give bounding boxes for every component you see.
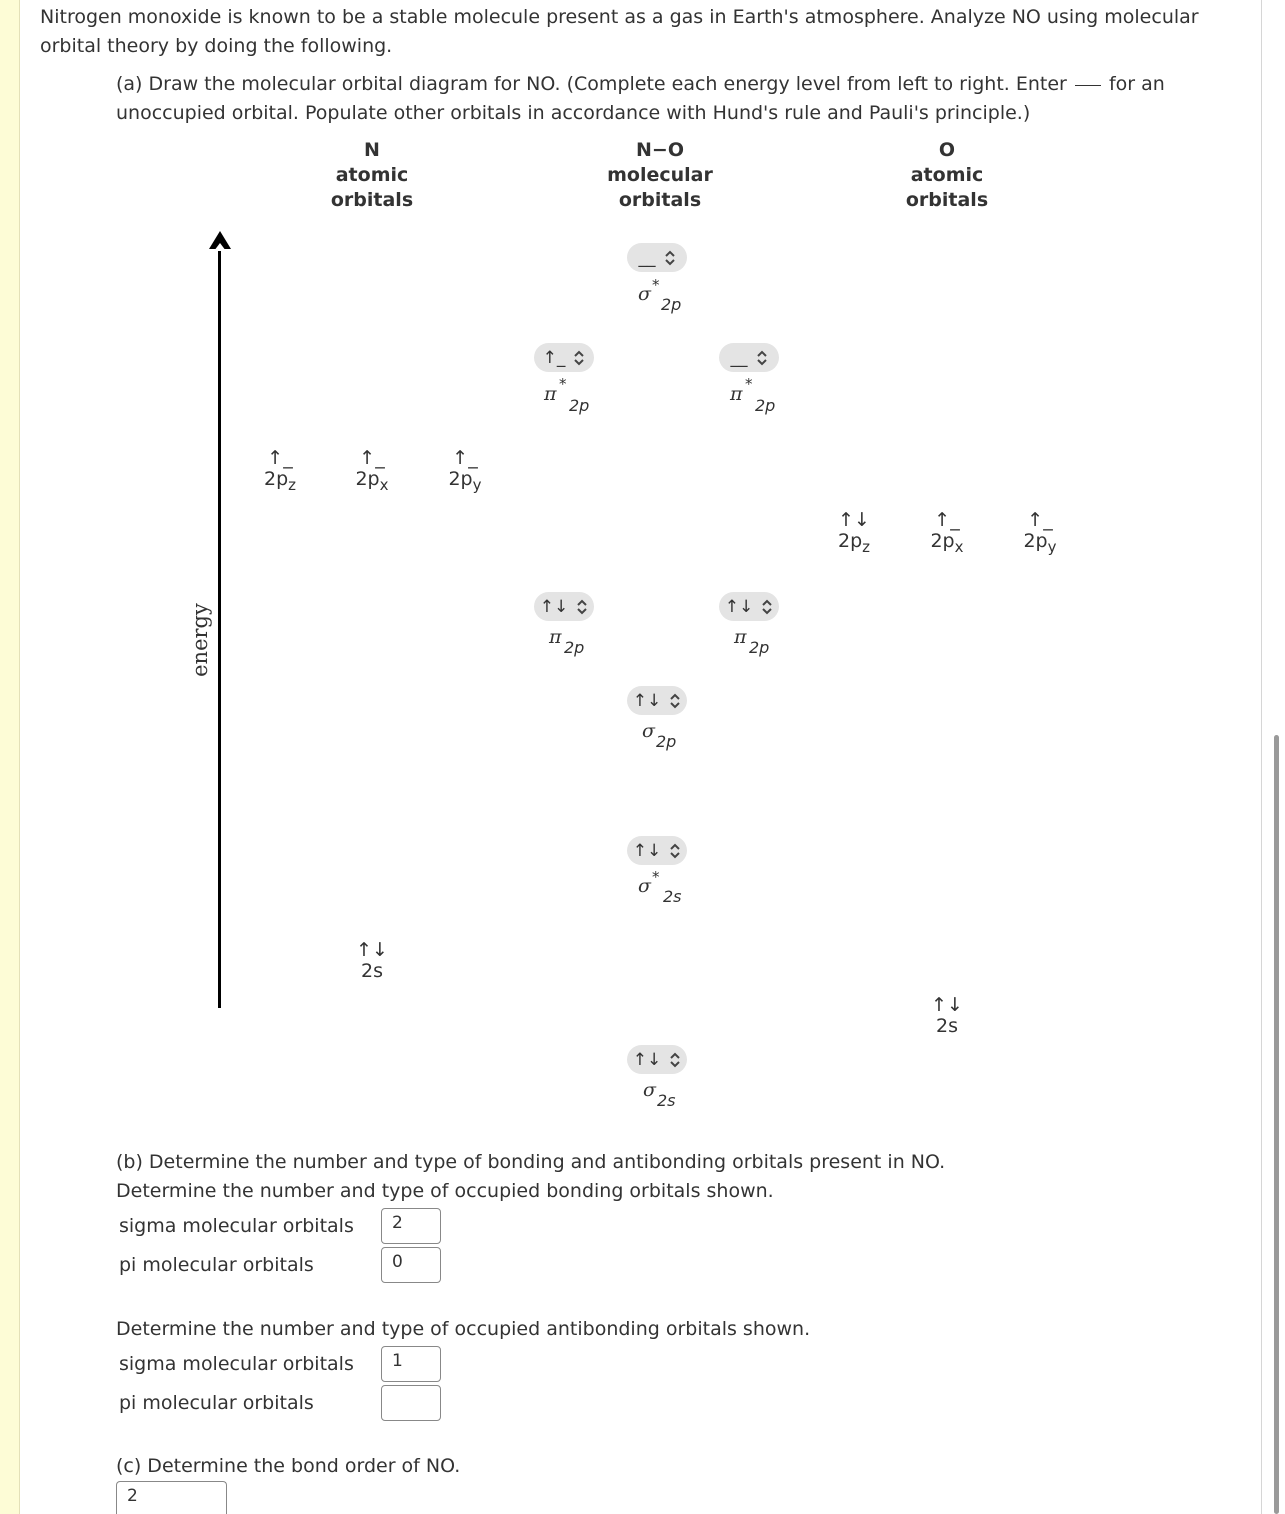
part-c-prompt: (c) Determine the bond order of NO.: [116, 1455, 461, 1477]
chevron-up-down-icon: [669, 843, 681, 859]
sigma-star-2s-star: *: [652, 868, 660, 886]
n-2py-label: 2p: [448, 468, 473, 490]
chevron-up-down-icon: [573, 350, 585, 366]
pi-star-2p-b-star: *: [745, 375, 753, 393]
o-orbital-2px: [919, 510, 975, 558]
o-2pz-electrons: ↑↓: [838, 509, 870, 531]
sigma-star-2p-symbol: σ: [638, 283, 651, 305]
o-2pz-label: 2p: [837, 530, 863, 552]
o-2py-electrons: ↑_: [1027, 509, 1053, 531]
o-header-line3: orbitals: [905, 189, 989, 211]
n-2pz-electrons: ↑_: [267, 447, 293, 469]
o-2py-label: 2p: [1023, 530, 1048, 552]
sigma-star-2s-sub: 2s: [663, 887, 682, 906]
o-2s-label: 2s: [936, 1015, 958, 1037]
o-2px-sub: x: [954, 538, 964, 556]
n-2py-sub: y: [472, 476, 482, 494]
chevron-up-down-icon: [669, 693, 681, 709]
mo-pi-2p-a[interactable]: [534, 592, 594, 621]
sigma-2p-symbol: σ: [642, 720, 655, 742]
n-orbital-2py: [437, 448, 493, 496]
n-header-line2: atomic: [335, 164, 409, 186]
bonding-prompt: Determine the number and type of occupied bonding orbitals shown.: [116, 1180, 774, 1202]
mo-pi-2p-b-value: ↑↓: [724, 596, 754, 617]
o-2pz-sub: z: [862, 538, 871, 556]
o-column-header: [847, 138, 1047, 213]
chevron-up-down-icon: [761, 599, 773, 615]
mo-sigma-2s-select[interactable]: [627, 1045, 687, 1074]
mo-sigma-star-2p[interactable]: [627, 243, 687, 272]
mo-sigma-star-2p-select[interactable]: [627, 243, 687, 272]
n-orbital-2pz: [252, 448, 308, 496]
mo-sigma-2s-value: ↑↓: [632, 1049, 662, 1070]
chevron-up-down-icon: [669, 1052, 681, 1068]
sigma-star-2p-sub: 2p: [661, 295, 682, 314]
antibonding-pi-label: pi molecular orbitals: [119, 1392, 314, 1414]
part-a-text-2: for an unoccupied orbital. Populate other orbitals in accordance with Hund's rule and Pauli's principle.): [116, 73, 1165, 124]
energy-axis-label: energy: [188, 603, 212, 677]
bonding-sigma-label: sigma molecular orbitals: [119, 1215, 354, 1237]
n-2s-electrons: ↑↓: [356, 939, 388, 961]
o-orbital-2s: [919, 995, 975, 1037]
n-header-title: N: [364, 139, 380, 161]
mo-sigma-2p[interactable]: [627, 686, 687, 715]
chevron-up-down-icon: [576, 599, 588, 615]
antibonding-sigma-label: sigma molecular orbitals: [119, 1353, 354, 1375]
mo-sigma-2s[interactable]: [627, 1045, 687, 1074]
sigma-star-2s-symbol: σ: [638, 875, 651, 897]
o-2px-electrons: ↑_: [934, 509, 960, 531]
n-2px-electrons: ↑_: [359, 447, 385, 469]
mo-pi-star-2p-a-select[interactable]: [534, 343, 594, 372]
pi-star-2p-b-sub: 2p: [755, 396, 776, 415]
o-2py-sub: y: [1047, 538, 1057, 556]
no-header-line2: molecular: [607, 164, 713, 186]
sigma-star-2p-star: *: [652, 276, 660, 294]
pi-star-2p-b-symbol: π: [730, 383, 743, 405]
n-2py-electrons: ↑_: [452, 447, 478, 469]
n-2px-label: 2p: [355, 468, 380, 490]
scrollbar-track[interactable]: [1261, 0, 1285, 1514]
mo-sigma-star-2p-value: __: [638, 247, 656, 268]
mo-sigma-2p-select[interactable]: [627, 686, 687, 715]
no-column-header: [560, 138, 760, 213]
n-orbital-2s: [344, 940, 400, 982]
mo-pi-star-2p-a-value: ↑_: [542, 347, 566, 368]
mo-pi-star-2p-b-select[interactable]: [719, 343, 779, 372]
bonding-sigma-input[interactable]: 2: [381, 1208, 441, 1244]
o-2s-electrons: ↑↓: [931, 994, 963, 1016]
pi-2p-b-sub: 2p: [749, 638, 770, 657]
pi-2p-a-symbol: π: [549, 626, 562, 648]
mo-pi-star-2p-b[interactable]: [719, 343, 779, 372]
mo-pi-star-2p-a[interactable]: [534, 343, 594, 372]
o-header-title: O: [938, 139, 956, 161]
mo-pi-2p-b[interactable]: [719, 592, 779, 621]
chevron-up-down-icon: [756, 350, 768, 366]
intro-text: Nitrogen monoxide is known to be a stable molecule present as a gas in Earth's atmosphere. Analyze NO using molecular orbital theory by doing the following.: [40, 6, 1199, 57]
mo-sigma-star-2s[interactable]: [627, 836, 687, 865]
o-header-line2: atomic: [910, 164, 984, 186]
sigma-2s-symbol: σ: [643, 1079, 656, 1101]
antibonding-pi-input[interactable]: [381, 1385, 441, 1421]
antibonding-sigma-input[interactable]: 1: [381, 1346, 441, 1382]
mo-pi-2p-a-select[interactable]: [534, 592, 594, 621]
pi-star-2p-a-symbol: π: [544, 383, 557, 405]
antibonding-prompt: Determine the number and type of occupied antibonding orbitals shown.: [116, 1318, 811, 1340]
mo-pi-star-2p-b-value: __: [730, 347, 748, 368]
n-column-header: [272, 138, 472, 213]
o-2px-label: 2p: [930, 530, 955, 552]
n-2pz-label: 2p: [263, 468, 289, 490]
mo-sigma-2p-value: ↑↓: [632, 690, 662, 711]
part-a-instructions: [116, 70, 1231, 128]
part-b-prompt: (b) Determine the number and type of bonding and antibonding orbitals present in NO.: [116, 1151, 946, 1173]
bonding-pi-label: pi molecular orbitals: [119, 1254, 314, 1276]
pi-star-2p-a-star: *: [559, 375, 567, 393]
left-margin-stripe: [0, 0, 20, 1514]
mo-sigma-star-2s-value: ↑↓: [632, 840, 662, 861]
mo-sigma-star-2s-select[interactable]: [627, 836, 687, 865]
pi-2p-a-sub: 2p: [564, 638, 585, 657]
n-2px-sub: x: [379, 476, 389, 494]
blank-symbol: [1075, 85, 1101, 86]
no-header-title: N−O: [636, 139, 684, 161]
mo-pi-2p-b-select[interactable]: [719, 592, 779, 621]
bonding-pi-input[interactable]: 0: [381, 1247, 441, 1283]
pi-star-2p-a-sub: 2p: [569, 396, 590, 415]
sigma-2s-sub: 2s: [657, 1091, 676, 1110]
n-orbital-2px: [344, 448, 400, 496]
pi-2p-b-symbol: π: [734, 626, 747, 648]
n-2pz-sub: z: [288, 476, 297, 494]
o-orbital-2py: [1012, 510, 1068, 558]
scrollbar-thumb[interactable]: [1274, 735, 1279, 1514]
part-a-text-1: (a) Draw the molecular orbital diagram for NO. (Complete each energy level from left to right. Enter: [116, 73, 1067, 95]
mo-pi-2p-a-value: ↑↓: [539, 596, 569, 617]
arrow-notch: [214, 243, 226, 251]
o-orbital-2pz: [826, 510, 882, 558]
n-2s-label: 2s: [361, 960, 383, 982]
energy-axis: [218, 242, 221, 1008]
chevron-up-down-icon: [664, 250, 676, 266]
no-header-line3: orbitals: [618, 189, 702, 211]
bond-order-input[interactable]: 2: [116, 1481, 227, 1514]
sigma-2p-sub: 2p: [656, 732, 677, 751]
n-header-line3: orbitals: [330, 189, 414, 211]
